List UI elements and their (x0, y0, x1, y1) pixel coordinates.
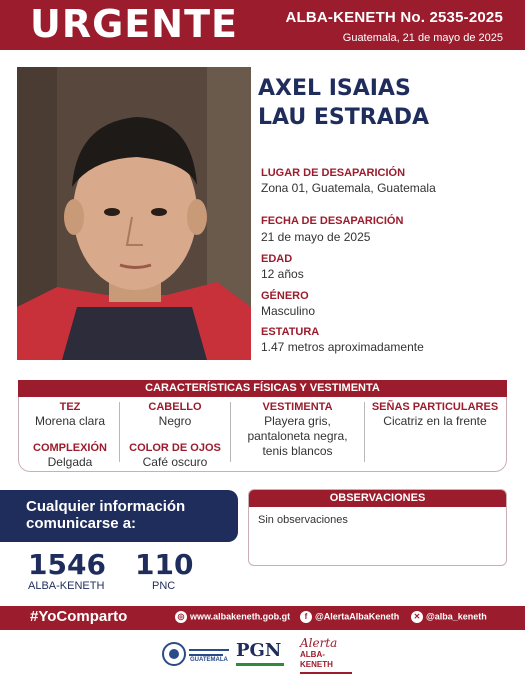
x-text: @alba_keneth (426, 611, 487, 622)
age-label: EDAD (261, 253, 293, 265)
facebook-icon: f (300, 611, 312, 623)
skin-label: TEZ (59, 401, 81, 413)
alerta-alba-keneth-logo (300, 637, 355, 669)
hair-value: Negro (158, 414, 192, 428)
clothing-line: Playera gris, (264, 414, 331, 428)
website-link[interactable] (175, 611, 290, 623)
logo-underline (300, 672, 352, 674)
clothing-value (231, 414, 364, 459)
height-value: 1.47 metros aproximadamente (261, 340, 424, 354)
observations-title: OBSERVACIONES (249, 490, 506, 507)
portrait-image (17, 67, 251, 360)
name-line-2: LAU ESTRADA (258, 105, 430, 130)
eye-color-label: COLOR DE OJOS (129, 442, 221, 454)
phone-pnc[interactable]: 110 (135, 548, 194, 581)
date-value: 21 de mayo de 2025 (261, 230, 371, 244)
x-link[interactable] (411, 611, 487, 623)
gender-value: Masculino (261, 304, 316, 318)
footer-bar (0, 606, 525, 630)
website-text: www.albakeneth.gob.gt (190, 611, 291, 622)
location-label: LUGAR DE DESAPARICIÓN (261, 167, 406, 179)
alba-keneth-text: ALBA-KENETH (300, 650, 333, 669)
clothing-label: VESTIMENTA (262, 401, 333, 413)
observations-panel (248, 489, 507, 566)
characteristics-title: CARACTERÍSTICAS FÍSICAS Y VESTIMENTA (18, 380, 507, 397)
age-value: 12 años (261, 267, 304, 281)
clothing-line: tenis blancos (262, 444, 333, 458)
x-icon: ✕ (411, 611, 423, 623)
alert-date: Guatemala, 21 de mayo de 2025 (342, 32, 503, 44)
facebook-link[interactable] (300, 611, 399, 623)
phone-alba-keneth[interactable]: 1546 (28, 548, 106, 581)
government-logo (162, 640, 232, 668)
person-name (258, 74, 429, 132)
hashtag: #YoComparto (30, 608, 128, 625)
phone-pnc-label: PNC (152, 580, 176, 592)
government-text: GUATEMALA (190, 657, 228, 663)
pgn-logo (236, 640, 290, 668)
gender-label: GÉNERO (261, 290, 309, 302)
pgn-underline (236, 663, 284, 666)
facebook-text: @AlertaAlbaKeneth (315, 611, 400, 622)
marks-label: SEÑAS PARTICULARES (371, 401, 499, 413)
urgent-title: URGENTE (30, 2, 238, 46)
header-banner (0, 0, 525, 50)
build-value: Delgada (47, 455, 93, 469)
marks-value: Cicatriz en la frente (383, 414, 487, 428)
hair-label: CABELLO (148, 401, 202, 413)
clothing-line: pantaloneta negra, (247, 429, 348, 443)
case-number: ALBA-KENETH No. 2535-2025 (285, 9, 503, 26)
phone-alba-keneth-label: ALBA-KENETH (28, 580, 105, 592)
alerta-text: Alerta (300, 636, 338, 650)
contact-line-2: comunicarse a: (26, 515, 137, 532)
missing-person-photo (17, 67, 251, 360)
pgn-text: PGN (236, 640, 282, 661)
contact-banner (0, 490, 238, 542)
globe-icon: ◎ (175, 611, 187, 623)
name-line-1: AXEL ISAIAS (258, 76, 411, 101)
eye-color-value: Café oscuro (142, 455, 208, 469)
skin-value: Morena clara (34, 414, 106, 428)
height-label: ESTATURA (261, 326, 320, 338)
build-label: COMPLEXIÓN (33, 442, 107, 454)
observations-text: Sin observaciones (258, 514, 348, 526)
date-label: FECHA DE DESAPARICIÓN (261, 215, 404, 227)
location-value: Zona 01, Guatemala, Guatemala (261, 181, 436, 195)
contact-line-1: Cualquier información (26, 498, 186, 515)
government-seal-icon (162, 640, 232, 668)
